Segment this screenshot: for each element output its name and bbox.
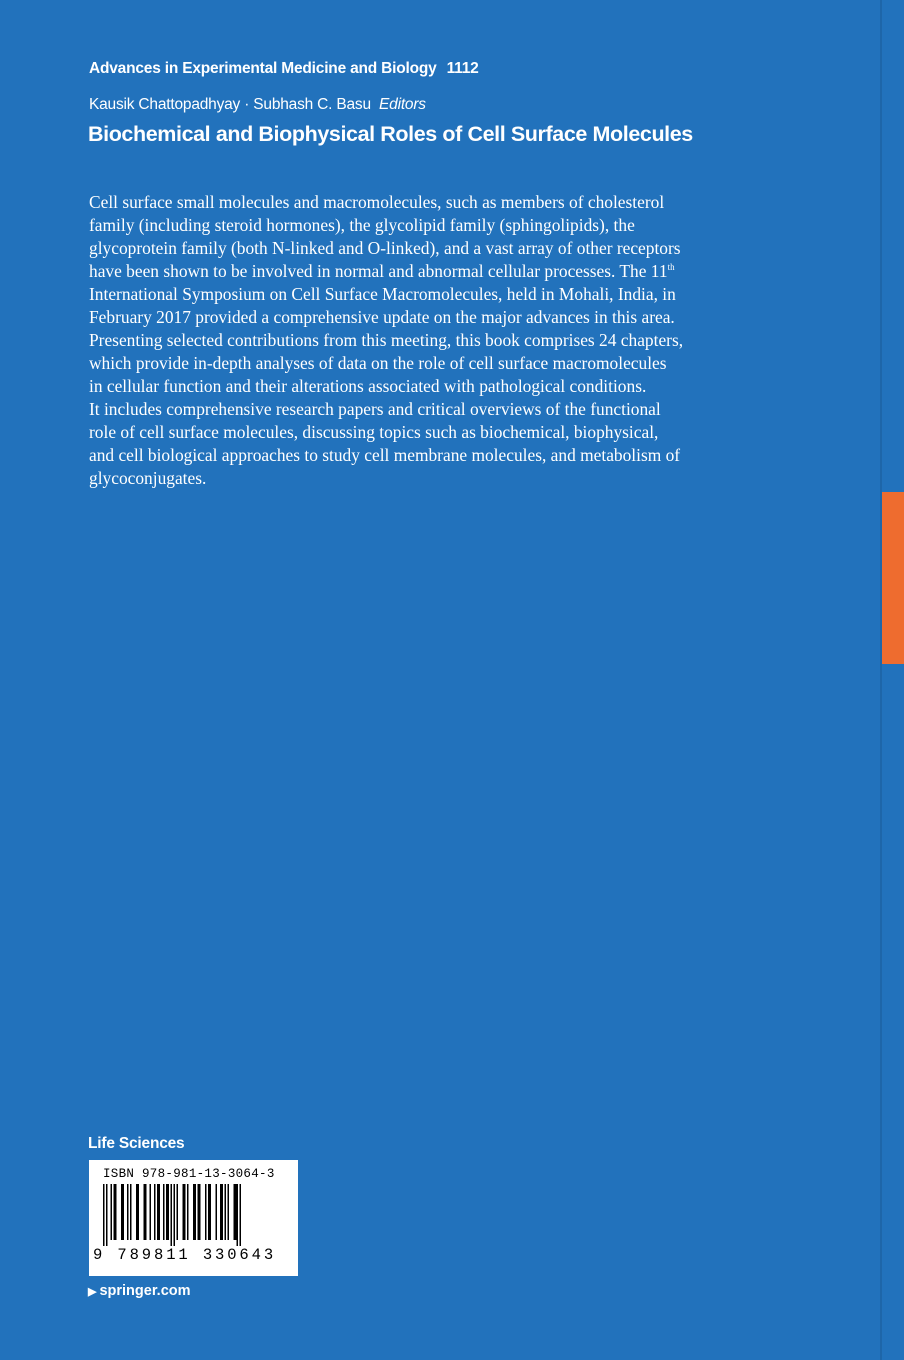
ordinal-suffix: th bbox=[667, 262, 675, 272]
barcode-bar bbox=[150, 1184, 152, 1240]
publisher-url bbox=[88, 1283, 191, 1299]
description-line: role of cell surface molecules, discussing topics such as biochemical, biophysical, bbox=[89, 422, 659, 442]
barcode-bar bbox=[106, 1184, 108, 1246]
isbn-number: ISBN 978-981-13-3064-3 bbox=[103, 1167, 275, 1181]
barcode-digits: 9 789811 330643 bbox=[93, 1246, 277, 1264]
accent-tab bbox=[882, 492, 904, 664]
description-line: International Symposium on Cell Surface Macromolecules, held in Mohali, India, in bbox=[89, 284, 676, 304]
description-line: have been shown to be involved in normal and abnormal cellular processes. The 11 bbox=[89, 261, 668, 281]
barcode-bar bbox=[234, 1184, 237, 1240]
description-line: Cell surface small molecules and macromolecules, such as members of cholesterol bbox=[89, 192, 665, 212]
editor-names: Kausik Chattopadhyay · Subhash C. Basu bbox=[89, 96, 371, 113]
barcode-bars bbox=[97, 1184, 290, 1246]
barcode-bar bbox=[198, 1184, 201, 1240]
description-line: family (including steroid hormones), the glycolipid family (sphingolipids), the bbox=[89, 215, 635, 235]
barcode-bar bbox=[228, 1184, 230, 1240]
barcode-bar bbox=[111, 1184, 113, 1240]
arrow-right-icon: ▶ bbox=[88, 1286, 97, 1298]
barcode-bar bbox=[205, 1184, 207, 1240]
description-line: and cell biological approaches to study cell membrane molecules, and metabolism of bbox=[89, 445, 681, 465]
spine-edge bbox=[880, 0, 882, 1360]
description-line: Presenting selected contributions from this meeting, this book comprises 24 chapters, bbox=[89, 330, 684, 350]
barcode-bar bbox=[166, 1184, 169, 1240]
series-heading bbox=[89, 60, 479, 78]
barcode-bar bbox=[121, 1184, 124, 1240]
subject-category: Life Sciences bbox=[88, 1135, 185, 1152]
description-line: February 2017 provided a comprehensive update on the major advances in this area. bbox=[89, 307, 675, 327]
barcode-bar bbox=[171, 1184, 173, 1246]
barcode-bar bbox=[163, 1184, 165, 1240]
barcode-bar bbox=[225, 1184, 227, 1240]
book-title: Biochemical and Biophysical Roles of Cell Surface Molecules bbox=[88, 122, 693, 146]
barcode-bar bbox=[220, 1184, 223, 1240]
barcode-bar bbox=[187, 1184, 189, 1240]
barcode-bar bbox=[103, 1184, 105, 1246]
barcode-bar bbox=[193, 1184, 196, 1240]
barcode-bar bbox=[216, 1184, 218, 1240]
barcode-bar bbox=[208, 1184, 211, 1240]
description-line-with-ordinal bbox=[89, 260, 729, 283]
description-line: glycoprotein family (both N-linked and O-linked), and a vast array of other receptors bbox=[89, 238, 681, 258]
barcode-bar bbox=[144, 1184, 147, 1240]
barcode-bar bbox=[114, 1184, 117, 1240]
editors-line bbox=[89, 96, 426, 114]
series-title: Advances in Experimental Medicine and Biology bbox=[89, 60, 437, 77]
barcode-bar bbox=[154, 1184, 156, 1240]
barcode-bar bbox=[183, 1184, 186, 1240]
barcode-bar bbox=[127, 1184, 129, 1240]
book-description bbox=[89, 191, 729, 490]
series-volume: 1112 bbox=[446, 60, 479, 77]
barcode-bar bbox=[136, 1184, 139, 1240]
editors-role: Editors bbox=[379, 96, 426, 113]
isbn-barcode bbox=[89, 1160, 298, 1276]
barcode-bar bbox=[130, 1184, 132, 1240]
publisher-url-text: springer.com bbox=[99, 1283, 191, 1299]
barcode-bar bbox=[177, 1184, 179, 1240]
barcode-bar bbox=[174, 1184, 176, 1246]
description-line: It includes comprehensive research papers and critical overviews of the functional bbox=[89, 399, 661, 419]
barcode-bar bbox=[157, 1184, 160, 1240]
description-line: which provide in-depth analyses of data on the role of cell surface macromolecules bbox=[89, 353, 667, 373]
description-line: in cellular function and their alterations associated with pathological conditions. bbox=[89, 376, 647, 396]
description-line: glycoconjugates. bbox=[89, 468, 207, 488]
barcode-bar bbox=[237, 1184, 239, 1246]
barcode-bar bbox=[240, 1184, 242, 1246]
